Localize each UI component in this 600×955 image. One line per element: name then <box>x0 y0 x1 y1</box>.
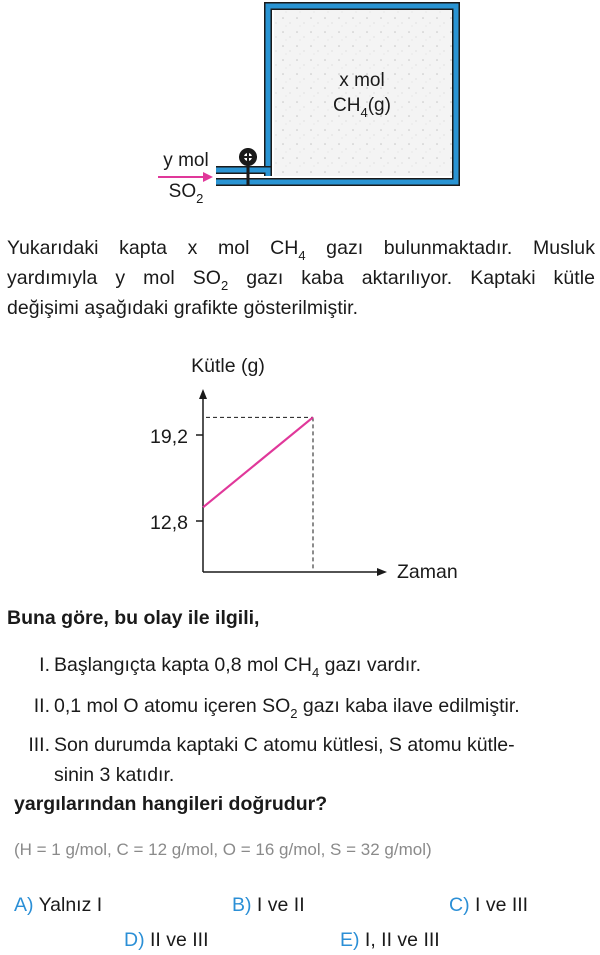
chart-ylabel: Kütle (g) <box>191 355 265 377</box>
option-d-letter: D) <box>124 929 145 951</box>
option-c-letter: C) <box>449 894 470 916</box>
option-a-text: Yalnız I <box>38 894 103 916</box>
statement-3-line-1: Son durumda kaptaki C atomu kütlesi, S atomu kütle- <box>54 734 515 756</box>
inlet-gas-label: $SO_2$ <box>168 181 204 206</box>
inlet-amount-label: y mol <box>163 150 209 171</box>
statement-3-text <box>54 730 599 790</box>
molar-masses-note: (H = 1 g/mol, C = 12 g/mol, O = 16 g/mol, S = 32 g/mol) <box>14 840 432 859</box>
container-amount-label: x mol <box>339 70 385 91</box>
intro-line-1: Yukarıdaki kapta x mol $CH_4$ gazı bulunmaktadır. Musluk <box>7 237 596 263</box>
option-b[interactable] <box>232 894 305 917</box>
option-e-text: I, II ve III <box>364 929 440 951</box>
statement-2-number: II. <box>33 695 50 717</box>
intro-paragraph <box>7 233 595 323</box>
option-e-letter: E) <box>340 929 360 951</box>
option-a[interactable] <box>14 894 102 917</box>
question-lead: Buna göre, bu olay ile ilgili, <box>7 607 260 629</box>
intro-line-3: değişimi aşağıdaki grafikte gösterilmiştir. <box>7 297 359 319</box>
statement-1-text: Başlangıçta kapta 0,8 mol $CH_4$ gazı vardır. <box>54 654 422 680</box>
statement-3-number: III. <box>28 734 50 756</box>
container-gas-label: $CH_4(g)$ <box>333 95 391 120</box>
question-end: yargılarından hangileri doğrudur? <box>14 793 328 815</box>
option-d[interactable] <box>124 929 209 952</box>
chart-ytick-top: 19,2 <box>150 426 188 448</box>
chart-series-line <box>203 417 313 507</box>
option-e[interactable] <box>340 929 440 952</box>
chart-x-arrow-icon <box>377 568 387 576</box>
statement-1-number: I. <box>39 654 50 676</box>
container-diagram <box>0 0 600 215</box>
option-a-letter: A) <box>14 894 34 916</box>
option-b-letter: B) <box>232 894 252 916</box>
chart-ytick-bottom: 12,8 <box>150 512 188 534</box>
statement-2-text: 0,1 mol O atomu içeren $SO_2$ gazı kaba ilave edilmiştir. <box>54 695 520 721</box>
mass-time-chart <box>0 345 600 595</box>
option-c[interactable] <box>449 894 528 917</box>
statement-3-line-2: sinin 3 katıdır. <box>54 764 175 786</box>
chart-y-arrow-icon <box>199 389 207 399</box>
option-b-text: I ve II <box>256 894 305 916</box>
option-c-text: I ve III <box>475 894 529 916</box>
statement-3 <box>14 730 594 790</box>
intro-line-2: yardımıyla y mol $SO_2$ gazı kaba aktarılıyor. Kaptaki kütle <box>7 267 595 293</box>
chart-xlabel: Zaman <box>397 561 458 583</box>
option-d-text: II ve III <box>150 929 209 951</box>
